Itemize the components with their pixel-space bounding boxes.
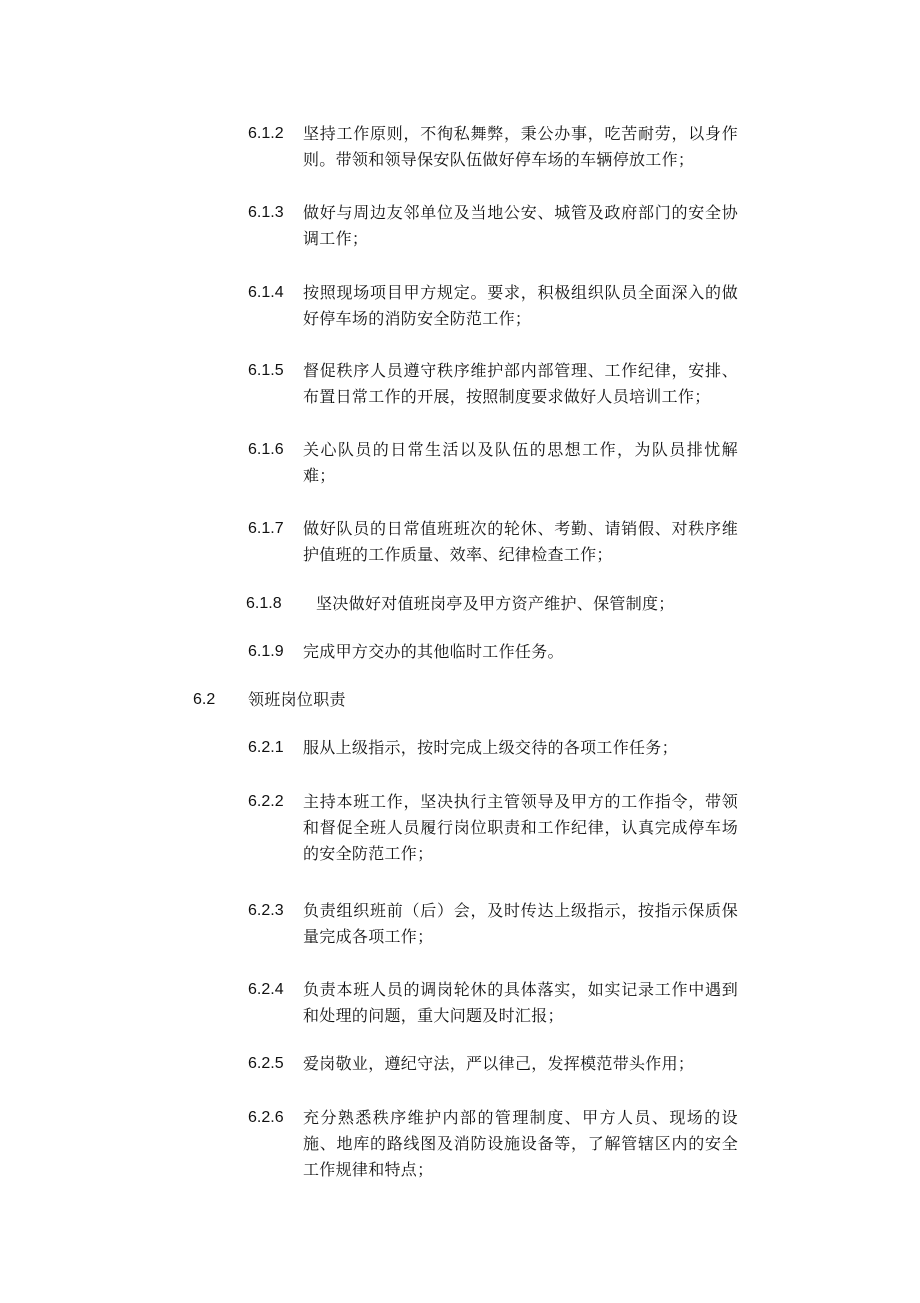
clause-6-1-6 (248, 437, 748, 489)
clause-6-1-9 (248, 639, 748, 665)
clause-text: 按照现场项目甲方规定。要求，积极组织队员全面深入的做好停车场的消防安全防范工作； (303, 283, 738, 328)
clause-6-1-2 (248, 121, 748, 173)
clause-text: 做好队员的日常值班班次的轮休、考勤、请销假、对秩序维护值班的工作质量、效率、纪律检查工作； (303, 519, 738, 564)
clause-text: 服从上级指示，按时完成上级交待的各项工作任务； (303, 738, 678, 757)
clause-number: 6.2.4 (248, 981, 284, 998)
clause-text: 完成甲方交办的其他临时工作任务。 (303, 642, 564, 661)
clause-number: 6.2.3 (248, 902, 284, 919)
clause-number: 6.1.6 (248, 441, 284, 458)
clause-6-2-5 (248, 1051, 748, 1077)
clause-6-1-7 (248, 516, 748, 568)
clause-number: 6.2.2 (248, 793, 284, 810)
clause-6-2-1 (248, 735, 748, 761)
clause-text: 做好与周边友邻单位及当地公安、城管及政府部门的安全协调工作； (303, 203, 738, 248)
clause-text: 关心队员的日常生活以及队伍的思想工作，为队员排忧解难； (303, 440, 738, 485)
clause-number: 6.1.3 (248, 204, 284, 221)
clause-6-1-8 (246, 591, 746, 617)
clause-text: 充分熟悉秩序维护内部的管理制度、甲方人员、现场的设施、地库的路线图及消防设施设备等，了解管辖区内的安全工作规律和特点； (303, 1108, 738, 1179)
clause-number: 6.1.9 (248, 643, 284, 660)
section-number: 6.2 (193, 691, 216, 708)
clause-number: 6.2.1 (248, 739, 284, 756)
clause-number: 6.1.5 (248, 362, 284, 379)
clause-number: 6.1.7 (248, 520, 284, 537)
clause-6-1-5 (248, 358, 748, 410)
clause-number: 6.2.5 (248, 1055, 284, 1072)
clause-number: 6.1.8 (246, 595, 282, 612)
clause-6-2-6 (248, 1105, 748, 1183)
clause-text: 负责组织班前（后）会，及时传达上级指示，按指示保质保量完成各项工作； (303, 901, 738, 946)
clause-text: 坚决做好对值班岗亭及甲方资产维护、保管制度； (316, 594, 675, 613)
clause-6-2-2 (248, 789, 748, 867)
clause-number: 6.1.4 (248, 284, 284, 301)
section-title: 领班岗位职责 (248, 690, 346, 709)
clause-text: 负责本班人员的调岗轮休的具体落实，如实记录工作中遇到和处理的问题，重大问题及时汇报； (303, 980, 738, 1025)
clause-6-2-4 (248, 977, 748, 1029)
clause-text: 爱岗敬业，遵纪守法，严以律己，发挥模范带头作用； (303, 1054, 695, 1073)
clause-6-1-3 (248, 200, 748, 252)
clause-text: 督促秩序人员遵守秩序维护部内部管理、工作纪律，安排、布置日常工作的开展，按照制度要求做好人员培训工作； (303, 361, 738, 406)
clause-number: 6.2.6 (248, 1109, 284, 1126)
section-6-2-heading (193, 687, 753, 713)
clause-6-2-3 (248, 898, 748, 950)
clause-text: 坚持工作原则，不徇私舞弊，秉公办事，吃苦耐劳，以身作则。带领和领导保安队伍做好停车场的车辆停放工作； (303, 124, 738, 169)
clause-number: 6.1.2 (248, 125, 284, 142)
clause-text: 主持本班工作，坚决执行主管领导及甲方的工作指令，带领和督促全班人员履行岗位职责和工作纪律，认真完成停车场的安全防范工作； (303, 792, 738, 863)
clause-6-1-4 (248, 280, 748, 332)
